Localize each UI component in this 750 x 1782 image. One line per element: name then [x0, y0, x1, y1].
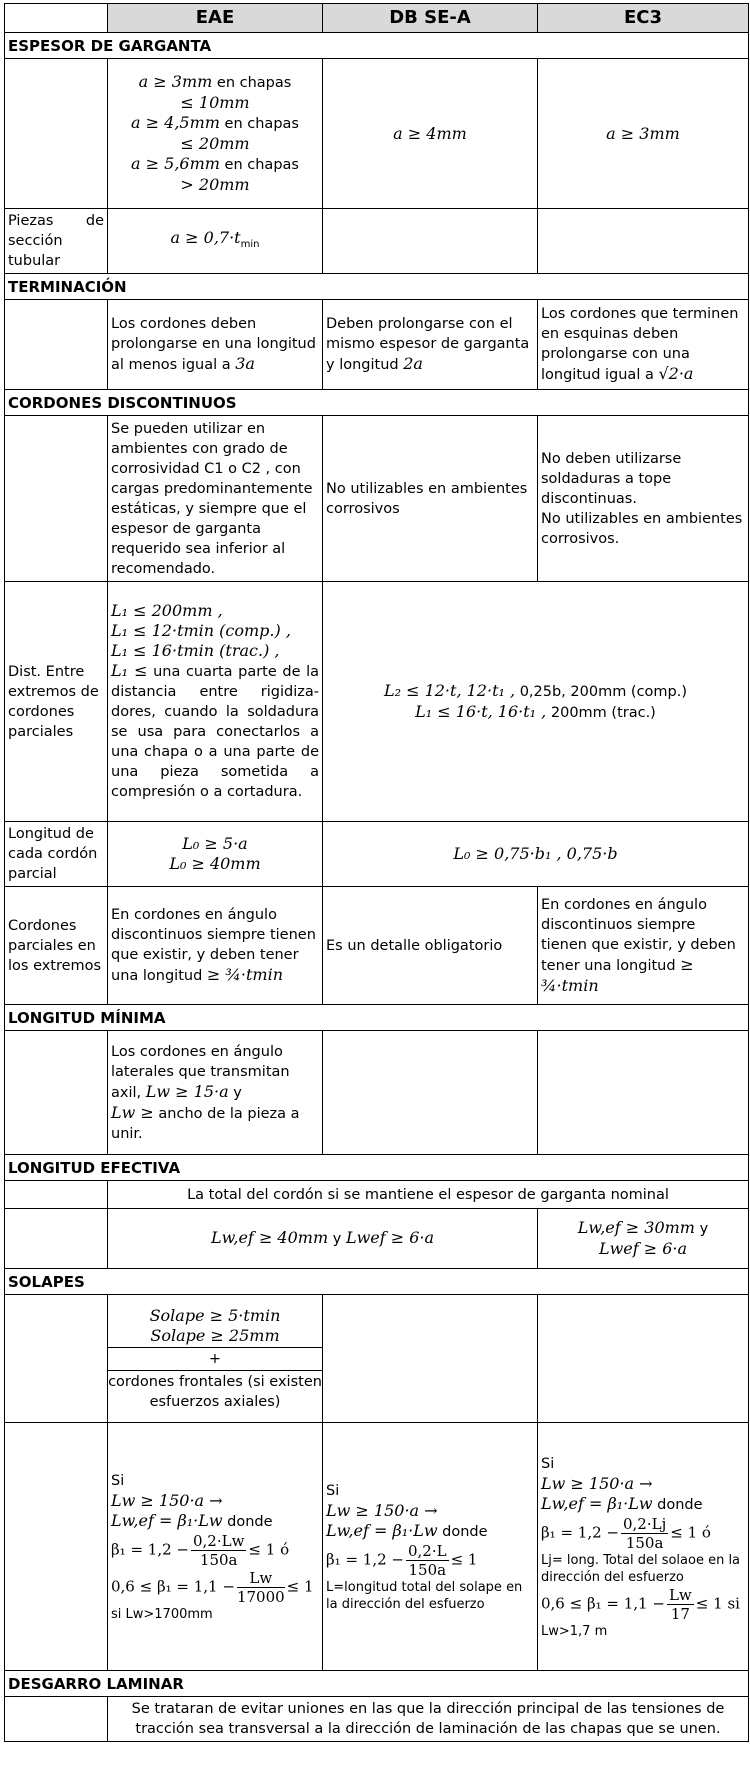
section-espesor: ESPESOR DE GARGANTA: [5, 33, 749, 59]
row-lef: [5, 1209, 749, 1269]
comparison-table: [4, 3, 749, 1742]
discontinuos-dbsea: No utilizables en ambientes corrosivos: [323, 416, 538, 582]
row-tubular: [5, 209, 749, 274]
dist-label: Dist. Entre extremos de cordones parciales: [5, 582, 108, 822]
header-eae: EAE: [108, 4, 323, 33]
row-longitud-minima: [5, 1031, 749, 1155]
header-ec3: EC3: [538, 4, 749, 33]
section-solapes: SOLAPES: [5, 1269, 749, 1295]
discontinuos-eae: Se pueden utilizar en ambientes con grado de corrosividad C1 o C2 , con cargas predominantemente estáticas, y siempre que el espesor de garganta requerido sea inferior al recomendado.: [108, 416, 323, 582]
row-espesor: [5, 59, 749, 209]
dist-eae: L₁ ≤ 200mm , L₁ ≤ 12·tmin (comp.) , L₁ ≤ 16·tmin (trac.) , L₁ ≤ una cuarta parte de la distancia entre rigidiza-dores, cuando la soldadura se usa para conectarlos a una chapa o a una parte de una pieza sometida a compresión o a cortadura.: [108, 582, 323, 822]
row-lef-merged: [5, 1181, 749, 1209]
lef-merged: La total del cordón si se mantiene el espesor de garganta nominal: [108, 1181, 749, 1209]
row-discontinuos: [5, 416, 749, 582]
dist-merged: L₂ ≤ 12·t, 12·t₁ , 0,25b, 200mm (comp.) L₁ ≤ 16·t, 16·t₁ , 200mm (trac.): [323, 582, 749, 822]
solapes-db: Si Lw ≥ 150·a → Lw,ef = β₁·Lw donde β₁ = 1,2 − $\frac{0,2\cdot L}{150a}$ ≤ 1 L=longitud total del solape en la dirección del esfuerzo: [323, 1423, 538, 1671]
ext-eae: En cordones en ángulo discontinuos siempre tienen que existir, y deben tener una longitud ≥ ¾·tmin: [108, 887, 323, 1005]
row-solapes-2: [5, 1423, 749, 1671]
long-merged: L₀ ≥ 0,75·b₁ , 0,75·b: [323, 822, 749, 887]
header-blank: [5, 4, 108, 33]
section-discontinuos: CORDONES DISCONTINUOS: [5, 390, 749, 416]
lmin-eae: Los cordones en ángulo laterales que transmitan axil, Lw ≥ 15·a y Lw ≥ ancho de la pieza a unir.: [108, 1031, 323, 1155]
row-longitud: [5, 822, 749, 887]
row-solapes-1: [5, 1295, 749, 1423]
row-desgarro: [5, 1697, 749, 1742]
row-dist: [5, 582, 749, 822]
header-dbsea: DB SE-A: [323, 4, 538, 33]
terminacion-eae: Los cordones deben prolongarse en una longitud al menos igual a 3a: [108, 300, 323, 390]
section-terminacion: TERMINACIÓN: [5, 274, 749, 300]
tubular-label: Piezas de sección tubular: [5, 209, 108, 274]
long-label: Longitud de cada cordón parcial: [5, 822, 108, 887]
section-longitud-efectiva: LONGITUD EFECTIVA: [5, 1155, 749, 1181]
section-longitud-minima: LONGITUD MÍNIMA: [5, 1005, 749, 1031]
solapes-eae-2: Si Lw ≥ 150·a → Lw,ef = β₁·Lw donde β₁ = 1,2 − $\frac{0,2\cdot Lw}{150a}$ ≤ 1 ó 0,6 ≤ β₁ = 1,1 − $\frac{Lw}{17000}$ ≤ 1 si Lw>1700mm: [108, 1423, 323, 1671]
terminacion-ec3: Los cordones que terminen en esquinas deben prolongarse con una longitud igual a √2·a: [538, 300, 749, 390]
ext-label: Cordones parciales en los extremos: [5, 887, 108, 1005]
espesor-dbsea: a ≥ 4mm: [323, 59, 538, 209]
solapes-eae-1: Solape ≥ 5·tmin Solape ≥ 25mm + cordones frontales (si existen esfuerzos axiales): [108, 1295, 323, 1423]
desgarro-merged: Se trataran de evitar uniones en las que la dirección principal de las tensiones de tracción sea transversal a la dirección de laminación de las chapas que se unen.: [108, 1697, 749, 1742]
row-extremos: [5, 887, 749, 1005]
espesor-eae: a ≥ 3mm en chapas ≤ 10mm a ≥ 4,5mm en chapas ≤ 20mm a ≥ 5,6mm en chapas > 20mm: [108, 59, 323, 209]
long-eae: L₀ ≥ 5·a L₀ ≥ 40mm: [108, 822, 323, 887]
solapes-ec3: Si Lw ≥ 150·a → Lw,ef = β₁·Lw donde β₁ = 1,2 − $\frac{0,2\cdot Lj}{150a}$ ≤ 1 ó Lj= long. Total del solaoe en la dirección del esfuerzo 0,6 ≤ β₁ = 1,1 − $\frac{Lw}{17}$ ≤ 1 si Lw>1,7 m: [538, 1423, 749, 1671]
tubular-eae: $a \ge 0,7\cdot t_{min}$: [108, 209, 323, 274]
discontinuos-ec3: No deben utilizarse soldaduras a tope discontinuas. No utilizables en ambientes corrosivos.: [538, 416, 749, 582]
espesor-ec3: a ≥ 3mm: [538, 59, 749, 209]
section-desgarro: DESGARRO LAMINAR: [5, 1671, 749, 1697]
terminacion-dbsea: Deben prolongarse con el mismo espesor de garganta y longitud 2a: [323, 300, 538, 390]
header-row: [5, 4, 749, 33]
lef-ec3: Lw,ef ≥ 30mm y Lwef ≥ 6·a: [538, 1209, 749, 1269]
ext-dbsea: Es un detalle obligatorio: [323, 887, 538, 1005]
lef-eae-db: Lw,ef ≥ 40mm y Lwef ≥ 6·a: [108, 1209, 538, 1269]
ext-ec3: En cordones en ángulo discontinuos siempre tienen que existir, y deben tener una longitud ≥ ¾·tmin: [538, 887, 749, 1005]
row-terminacion: [5, 300, 749, 390]
